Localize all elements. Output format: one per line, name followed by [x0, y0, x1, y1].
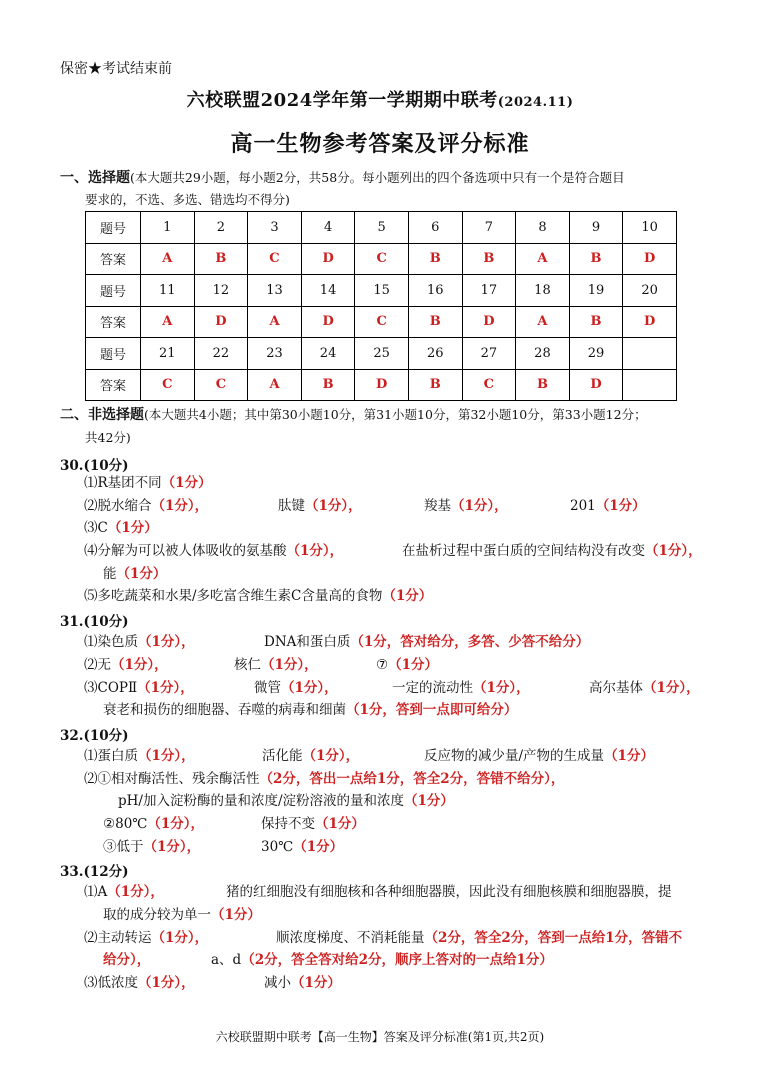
question-number-cell: 8 [516, 212, 570, 244]
answer-cell: B [194, 243, 248, 275]
question-number-cell: 18 [516, 275, 570, 307]
score-note: （1分）， [281, 680, 338, 696]
answer-text: DNA和蛋白质 [264, 634, 351, 650]
answer-text: ⑵脱水缩合 [84, 498, 152, 514]
answer-cell: B [569, 243, 623, 275]
score-note: （1分） [116, 566, 167, 582]
question-number-cell: 26 [408, 338, 462, 370]
score-note: （1分）， [111, 657, 168, 673]
answer-text: ⑵主动转运 [84, 930, 152, 946]
answer-text: 30℃ [261, 839, 294, 855]
answer-cell: C [141, 369, 195, 401]
question-number-cell: 9 [569, 212, 623, 244]
answer-cell: A [248, 306, 302, 338]
question-number-cell: 11 [141, 275, 195, 307]
score-note: （1分） [595, 498, 646, 514]
answer-text: ⑦ [376, 657, 389, 673]
section2-heading [60, 403, 647, 427]
answer-cell: D [301, 243, 355, 275]
exam-title-main: 六校联盟2024学年第一学期期中联考 [186, 90, 498, 111]
score-note: （1分） [107, 520, 158, 536]
answer-text: ⑷分解为可以被人体吸收的氨基酸 [84, 543, 287, 559]
question-number-cell: 14 [301, 275, 355, 307]
answer-text: ⑶低浓度 [84, 975, 138, 991]
score-note: （1分）， [305, 498, 362, 514]
section2-label: 二、非选择题 [60, 407, 144, 423]
question-number-cell [623, 338, 677, 370]
answer-cell: C [355, 306, 409, 338]
question-number-cell: 28 [516, 338, 570, 370]
answer-text: 衰老和损伤的细胞器、吞噬的病毒和细菌 [103, 702, 346, 718]
question-number-cell: 25 [355, 338, 409, 370]
answer-cell: C [355, 243, 409, 275]
score-note: （2分，答出一点给1分，答全2分，答错不给分）， [259, 771, 565, 787]
question-number-cell: 1 [141, 212, 195, 244]
answer-text: 一定的流动性 [392, 680, 473, 696]
answer-cell: D [301, 306, 355, 338]
answer-text: 高尔基体 [589, 680, 643, 696]
score-note: （1分）， [143, 839, 201, 855]
answer-text: 减小 [264, 975, 291, 991]
answer-text: ⑴染色质 [84, 634, 138, 650]
exam-title [0, 86, 760, 112]
table-row [86, 306, 677, 338]
question-number-cell: 13 [248, 275, 302, 307]
q33-line1b [103, 905, 261, 925]
q30-heading: 30.(10分) [60, 458, 129, 474]
answer-text: pH/加入淀粉酶的量和浓度/淀粉溶液的量和浓度 [118, 793, 405, 809]
score-note: （1分）， [107, 884, 164, 900]
answer-cell: B [462, 243, 516, 275]
q30-line1 [84, 473, 212, 493]
question-number-cell: 5 [355, 212, 409, 244]
score-note: （1分） [293, 839, 344, 855]
answer-cell: B [408, 306, 462, 338]
answer-text: 羧基 [424, 498, 451, 514]
score-note: （1分） [291, 975, 341, 991]
answer-cell: C [462, 369, 516, 401]
answer-text: 在盐析过程中蛋白质的空间结构没有改变 [402, 543, 645, 559]
row-header-question: 题号 [86, 275, 141, 307]
answer-text: 能 [103, 566, 117, 582]
score-note: （1分）， [473, 680, 530, 696]
answer-text: ⑶COPⅡ [84, 680, 138, 696]
answer-cell: B [408, 369, 462, 401]
answer-cell: B [516, 369, 570, 401]
q31-heading: 31.(10分) [60, 614, 129, 630]
score-note: （1分）， [302, 748, 360, 764]
answer-cell: B [408, 243, 462, 275]
page-footer: 六校联盟期中联考【高一生物】答案及评分标准(第1页,共2页) [215, 1030, 545, 1044]
section1-desc-2: 要求的，不选、多选、错选均不得分) [85, 192, 290, 207]
answer-text: 取的成分较为单一 [103, 907, 211, 923]
score-note: （1分） [315, 816, 365, 832]
answer-text: ⑸多吃蔬菜和水果/多吃富含维生素C含量高的食物 [84, 588, 383, 604]
score-note: （1分） [211, 907, 261, 923]
answer-cell: A [516, 306, 570, 338]
q30-line3 [84, 518, 158, 538]
answer-text: 肽键 [278, 498, 305, 514]
answer-cell: D [355, 369, 409, 401]
question-number-cell: 27 [462, 338, 516, 370]
q32-heading: 32.(10分) [60, 728, 129, 744]
answer-cell: C [248, 243, 302, 275]
question-number-cell: 10 [623, 212, 677, 244]
table-row [86, 243, 677, 275]
exam-title-date: (2024.11) [497, 95, 574, 110]
answer-cell: D [462, 306, 516, 338]
question-number-cell: 23 [248, 338, 302, 370]
score-note: （1分）， [138, 975, 195, 991]
question-number-cell: 24 [301, 338, 355, 370]
table-row [86, 338, 677, 370]
question-number-cell: 20 [623, 275, 677, 307]
answer-text: ⑴蛋白质 [84, 748, 138, 764]
question-number-cell: 19 [569, 275, 623, 307]
answer-cell: A [141, 306, 195, 338]
score-note: （2分，答全答对给2分，顺序上答对的一点给1分） [241, 952, 553, 968]
answer-cell [623, 369, 677, 401]
section1-desc-cont [85, 188, 290, 212]
score-note: （1分）， [147, 816, 205, 832]
answer-text: 顺浓度梯度、不消耗能量 [276, 930, 425, 946]
row-header-question: 题号 [86, 212, 141, 244]
score-note: （1分）， [138, 748, 195, 764]
question-number-cell: 16 [408, 275, 462, 307]
answer-cell: B [569, 306, 623, 338]
score-note: （1分）， [451, 498, 508, 514]
q32-line2b [118, 791, 454, 811]
answer-text: 活化能 [262, 748, 303, 764]
answer-cell: D [623, 243, 677, 275]
question-number-cell: 21 [141, 338, 195, 370]
score-note: （2分，答全2分，答到一点给1分，答错不 [424, 930, 683, 946]
score-note: （1分）， [137, 680, 194, 696]
score-note: （1分）， [645, 543, 702, 559]
answer-text: 微管 [254, 680, 281, 696]
section2-desc-2: 共42分) [85, 430, 131, 445]
answer-text: 反应物的减少量/产物的生成量 [424, 748, 605, 764]
answer-text: 核仁 [234, 657, 261, 673]
score-note: （1分） [382, 588, 433, 604]
question-number-cell: 4 [301, 212, 355, 244]
answer-text: ⑵①相对酶活性、残余酶活性 [84, 771, 260, 787]
answer-text: ⑴A [84, 884, 108, 900]
confidential-label: 保密★考试结束前 [60, 61, 172, 77]
answer-cell: A [516, 243, 570, 275]
question-number-cell: 3 [248, 212, 302, 244]
answer-cell: D [194, 306, 248, 338]
row-header-answer: 答案 [86, 369, 141, 401]
answer-cell: D [569, 369, 623, 401]
answer-text: a、d [211, 952, 242, 968]
q30-line4b [103, 564, 166, 584]
q32-line2 [84, 769, 564, 789]
row-header-answer: 答案 [86, 306, 141, 338]
score-note: （1分）， [286, 543, 344, 559]
table-row [86, 369, 677, 401]
section2-desc-cont [85, 426, 131, 450]
score-note: （1分） [388, 657, 439, 673]
page-subtitle: 高一生物参考答案及评分标准 [230, 131, 530, 157]
score-note: （1分，答到一点即可给分） [346, 702, 518, 718]
answer-cell: D [623, 306, 677, 338]
section1-heading [60, 166, 625, 190]
answer-text: ②80℃ [103, 816, 148, 832]
score-note: （1分）， [261, 657, 318, 673]
score-note: （1分）， [151, 498, 209, 514]
row-header-question: 题号 [86, 338, 141, 370]
score-note: （1分，答对给分，多答、少答不给分） [350, 634, 590, 650]
score-note: （1分）， [138, 634, 195, 650]
answer-text: ⑴R基团不同 [84, 475, 162, 491]
section1-label: 一、选择题 [60, 170, 130, 186]
question-number-cell: 15 [355, 275, 409, 307]
q30-line5 [84, 586, 432, 606]
score-note: （1分） [404, 793, 454, 809]
question-number-cell: 2 [194, 212, 248, 244]
answer-text: ⑵无 [84, 657, 111, 673]
question-number-cell: 17 [462, 275, 516, 307]
answer-text: ③低于 [103, 839, 144, 855]
section1-desc: (本大题共29小题，每小题2分，共58分。每小题列出的四个备选项中只有一个是符合题目 [130, 170, 625, 185]
score-note: （1分） [604, 748, 654, 764]
answer-cell: A [248, 369, 302, 401]
q33-heading: 33.(12分) [60, 864, 129, 880]
q31-line3b [103, 700, 517, 720]
score-note: （1分）， [151, 930, 209, 946]
question-number-cell: 12 [194, 275, 248, 307]
answer-cell: C [194, 369, 248, 401]
score-note: 给分）， [103, 952, 151, 968]
question-number-cell: 7 [462, 212, 516, 244]
answer-cell: B [301, 369, 355, 401]
question-number-cell: 6 [408, 212, 462, 244]
table-row [86, 275, 677, 307]
question-number-cell: 29 [569, 338, 623, 370]
score-note: （1分）， [643, 680, 700, 696]
answer-text: 201 [570, 498, 596, 514]
answer-text: 保持不变 [261, 816, 315, 832]
table-row [86, 212, 677, 244]
answer-text: 猪的红细胞没有细胞核和各种细胞器膜，因此没有细胞核膜和细胞器膜，提 [226, 884, 672, 900]
answer-text: ⑶C [84, 520, 108, 536]
row-header-answer: 答案 [86, 243, 141, 275]
question-number-cell: 22 [194, 338, 248, 370]
section2-desc: (本大题共4小题；其中第30小题10分，第31小题10分，第32小题10分，第33小题12分； [144, 407, 647, 422]
score-note: （1分） [161, 475, 212, 491]
answer-cell: A [141, 243, 195, 275]
answer-table [85, 211, 677, 401]
